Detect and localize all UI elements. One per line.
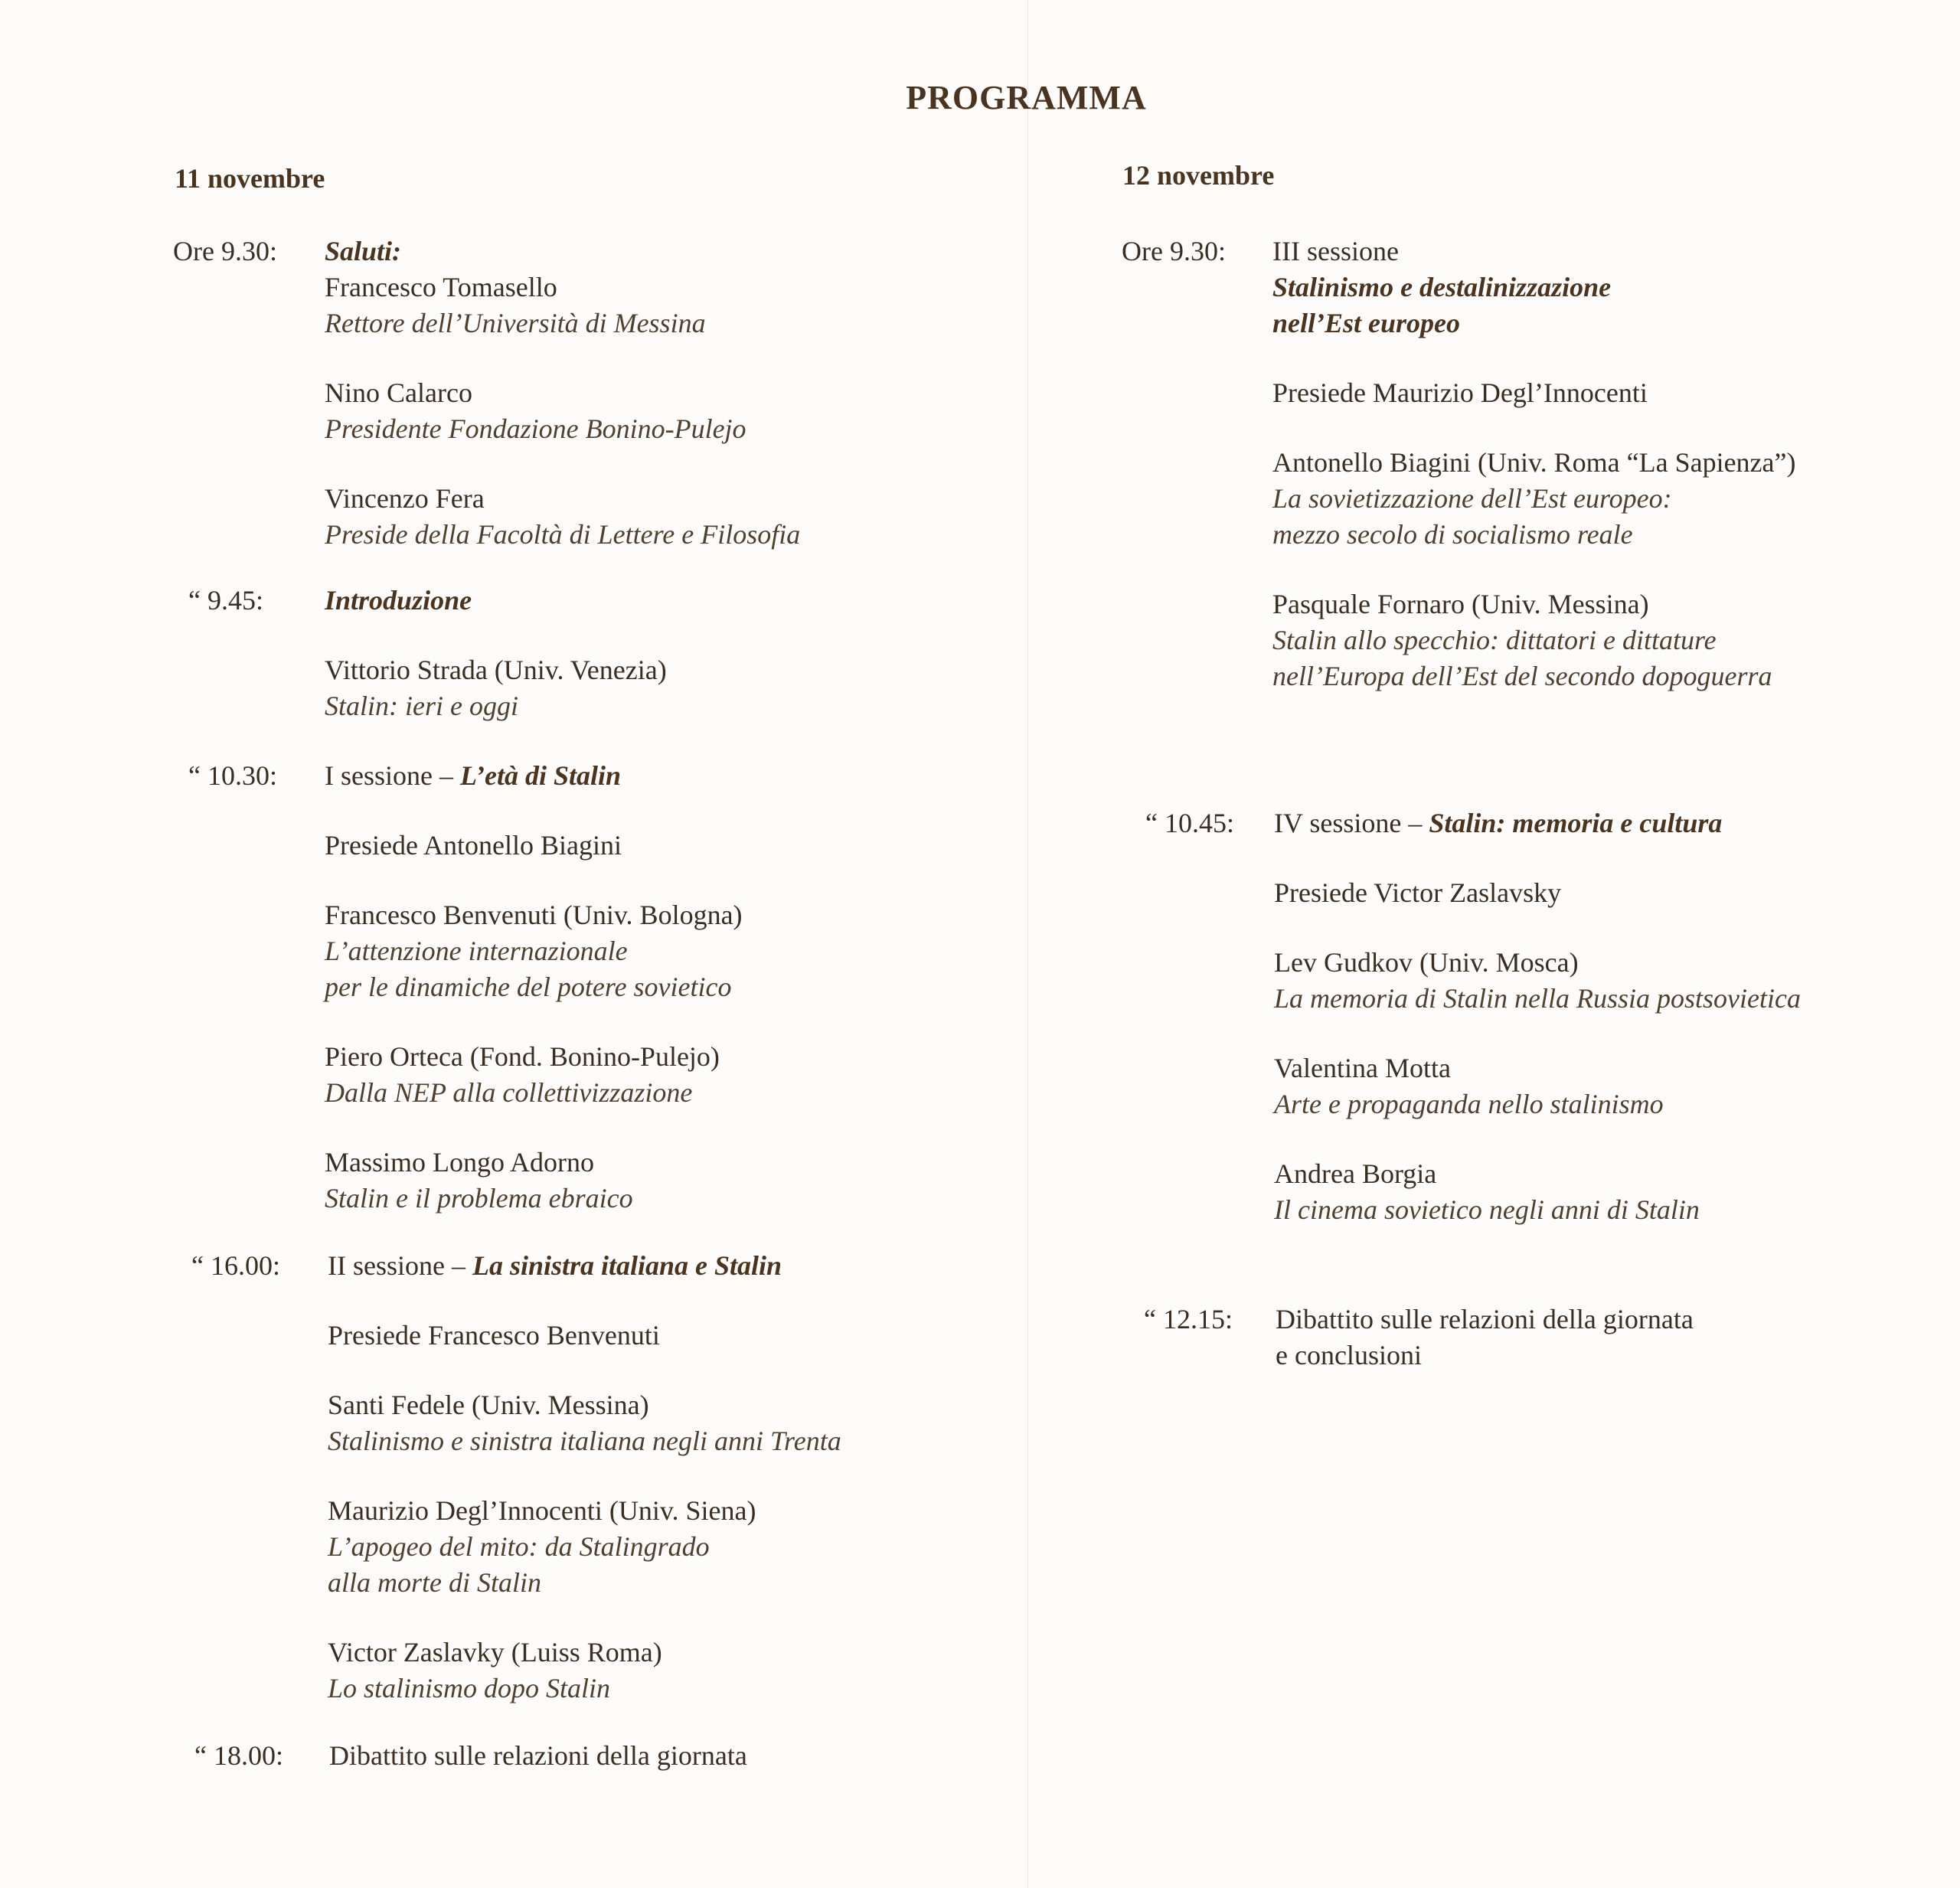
speaker-name: Piero Orteca (Fond. Bonino-Pulejo) [325, 1041, 720, 1072]
session-number: III sessione [1272, 236, 1399, 266]
slot-content [1274, 805, 1801, 1228]
slot-content [1272, 234, 1795, 694]
speaker-name: Francesco Tomasello [325, 272, 557, 302]
slot-label: Introduzione [325, 585, 472, 616]
session-chair: Presiede Victor Zaslavsky [1274, 877, 1562, 908]
page-title: PROGRAMMA [906, 79, 1147, 116]
talk-title: Arte e propaganda nello stalinismo [1274, 1089, 1664, 1119]
session-title: La sinistra italiana e Stalin [472, 1250, 782, 1281]
slot-content [325, 583, 667, 724]
session-chair: Presiede Maurizio Degl’Innocenti [1272, 377, 1648, 408]
session-heading [1274, 805, 1801, 841]
slot-content [325, 758, 743, 1217]
day-heading-12-november: 12 novembre [1122, 160, 1275, 191]
session-title: nell’Est europeo [1272, 308, 1461, 338]
talk-title: L’attenzione internazionale [325, 936, 628, 966]
speaker-name: Victor Zaslavky (Luiss Roma) [328, 1637, 662, 1668]
speaker-name: Antonello Biagini (Univ. Roma “La Sapienza”) [1272, 447, 1796, 478]
slot-content [1276, 1302, 1694, 1374]
debate-text: e conclusioni [1276, 1340, 1422, 1370]
slot-content [328, 1248, 841, 1707]
speaker-name: Massimo Longo Adorno [325, 1147, 595, 1178]
slot-time: “ 9.45: [188, 585, 263, 616]
speaker-role: Presidente Fondazione Bonino-Pulejo [325, 413, 746, 444]
talk-title: Stalin e il problema ebraico [325, 1183, 633, 1213]
session-heading [328, 1248, 841, 1284]
talk-title: mezzo secolo di socialismo reale [1272, 519, 1633, 550]
speaker-role: Stalin: ieri e oggi [325, 691, 518, 721]
talk-title: Lo stalinismo dopo Stalin [328, 1673, 611, 1703]
talk-title: Dalla NEP alla collettivizzazione [325, 1077, 693, 1108]
day-heading-11-november: 11 novembre [175, 163, 325, 194]
speaker-name: Francesco Benvenuti (Univ. Bologna) [325, 900, 743, 930]
speaker-name: Vincenzo Fera [325, 483, 485, 514]
session-title: Stalin: memoria e cultura [1429, 808, 1723, 838]
talk-title: Stalinismo e sinistra italiana negli anni Trenta [328, 1426, 841, 1456]
session-number: I sessione – [325, 760, 453, 791]
slot-label: Saluti: [325, 236, 402, 266]
slot-time: Ore 9.30: [173, 236, 277, 266]
speaker-name: Vittorio Strada (Univ. Venezia) [325, 655, 667, 685]
talk-title: Il cinema sovietico negli anni di Stalin [1274, 1194, 1700, 1225]
fold-line [1027, 0, 1028, 1888]
session-chair: Presiede Antonello Biagini [325, 830, 622, 861]
slot-time: “ 10.45: [1145, 808, 1234, 838]
session-title: Stalinismo e destalinizzazione [1272, 272, 1612, 302]
debate-text: Dibattito sulle relazioni della giornata [1276, 1304, 1694, 1334]
speaker-name: Nino Calarco [325, 377, 472, 408]
session-heading [325, 758, 743, 794]
session-number: IV sessione – [1274, 808, 1423, 838]
talk-title: La sovietizzazione dell’Est europeo: [1272, 483, 1672, 514]
session-chair: Presiede Francesco Benvenuti [328, 1320, 660, 1351]
speaker-name: Pasquale Fornaro (Univ. Messina) [1272, 589, 1649, 619]
speaker-name: Andrea Borgia [1274, 1158, 1437, 1189]
talk-title: L’apogeo del mito: da Stalingrado [328, 1531, 710, 1562]
speaker-name: Valentina Motta [1274, 1053, 1451, 1083]
speaker-role: Preside della Facoltà di Lettere e Filosofia [325, 519, 801, 550]
speaker-name: Maurizio Degl’Innocenti (Univ. Siena) [328, 1495, 756, 1526]
debate-text: Dibattito sulle relazioni della giornata [329, 1740, 747, 1771]
session-number: II sessione – [328, 1250, 466, 1281]
slot-time: “ 16.00: [191, 1250, 280, 1281]
talk-title: alla morte di Stalin [328, 1567, 541, 1598]
talk-title: per le dinamiche del potere sovietico [325, 972, 732, 1002]
speaker-name: Lev Gudkov (Univ. Mosca) [1274, 947, 1579, 978]
slot-time: “ 18.00: [194, 1740, 283, 1771]
slot-time: “ 12.15: [1144, 1304, 1233, 1334]
talk-title: La memoria di Stalin nella Russia postsovietica [1274, 983, 1801, 1014]
slot-time: Ore 9.30: [1122, 236, 1226, 266]
speaker-role: Rettore dell’Università di Messina [325, 308, 706, 338]
session-title: L’età di Stalin [459, 760, 622, 791]
slot-time: “ 10.30: [188, 760, 277, 791]
slot-content [325, 234, 800, 553]
slot-content [329, 1738, 747, 1774]
talk-title: nell’Europa dell’Est del secondo dopoguerra [1272, 661, 1772, 691]
talk-title: Stalin allo specchio: dittatori e dittature [1272, 625, 1717, 655]
speaker-name: Santi Fedele (Univ. Messina) [328, 1390, 649, 1420]
